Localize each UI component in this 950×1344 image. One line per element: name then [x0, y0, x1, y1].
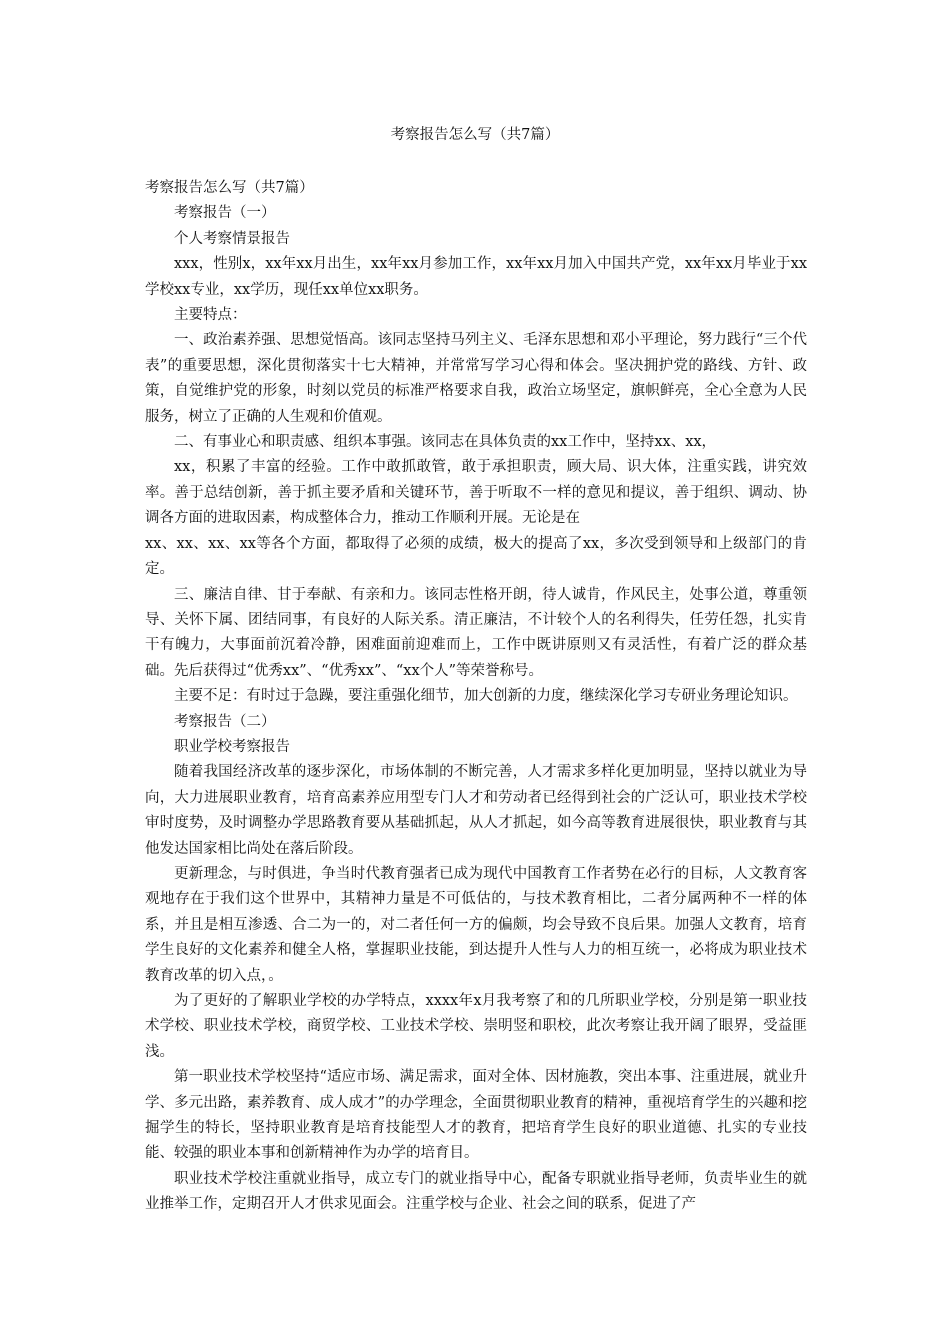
- paragraph: 随着我国经济改革的逐步深化，市场体制的不断完善，人才需求多样化更加明显，坚持以就业为导向，大力进展职业教育，培育高素养应用型专门人才和劳动者已经得到社会的广泛认可，职业技术学校审时度势，及时调整办学思路教育要从基础抓起，从人才抓起，如今高等教育进展很快，职业教育与其他发达国家相比尚处在落后阶段。: [145, 764, 807, 857]
- paragraph: 三、廉洁自律、甘于奉献、有亲和力。该同志性格开朗，待人诚肯，作风民主，处事公道，尊重领导、关怀下属、团结同事，有良好的人际关系。清正廉洁，不计较个人的名利得失，任劳任怨，扎实肯干有魄力，大事面前沉着冷静，困难面前迎难而上，工作中既讲原则又有灵活性，有着广泛的群众基础。先后获得过“优秀xx”、“优秀xx”、“xx个人”等荣誉称号。: [145, 586, 807, 679]
- paragraph: 主要不足：有时过于急躁，要注重强化细节，加大创新的力度，继续深化学习专研业务理论知识。: [174, 688, 798, 705]
- paragraph: 考察报告（一）: [174, 205, 276, 222]
- paragraph: 更新理念，与时俱进，争当时代教育强者已成为现代中国教育工作者势在必行的目标，人文教育客观地存在于我们这个世界中，其精神力量是不可低估的，与技术教育相比，二者分属两种不一样的体系，并且是相互渗透、合二为一的，对二者任何一方的偏颇，均会导致不良后果。加强人文教育，培育学生良好的文化素养和健全人格，掌握职业技能，到达提升人性与人力的相互统一，必将成为职业技术教育改革的切入点，。: [145, 865, 807, 984]
- paragraph: 主要特点：: [174, 307, 247, 324]
- paragraph: 个人考察情景报告: [174, 230, 290, 247]
- paragraph: 一、政治素养强、思想觉悟高。该同志坚持马列主义、毛泽东思想和邓小平理论，努力践行“三个代表”的重要思想，深化贯彻落实十七大精神，并常常写学习心得和体会。坚决拥护党的路线、方针、政策，自觉维护党的形象，时刻以党员的标准严格要求自我，政治立场坚定，旗帜鲜亮，全心全意为人民服务，树立了正确的人生观和价值观。: [145, 332, 807, 425]
- document-body: [145, 176, 807, 1218]
- paragraph: 职业技术学校注重就业指导，成立专门的就业指导中心，配备专职就业指导老师，负责毕业生的就业推举工作，定期召开人才供求见面会。注重学校与企业、社会之间的联系，促进了产: [145, 1170, 807, 1213]
- paragraph: xx，积累了丰富的经验。工作中敢抓敢管，敢于承担职责，顾大局、识大体，注重实践，讲究效率。善于总结创新，善于抓主要矛盾和关键环节，善于听取不一样的意见和提议，善于组织、调动、协调各方面的进取因素，构成整体合力，推动工作顺利开展。无论是在: [145, 459, 807, 527]
- paragraph: 考察报告怎么写（共7篇）: [145, 180, 314, 196]
- paragraph: 考察报告（二）: [174, 713, 276, 730]
- paragraph: 为了更好的了解职业学校的办学特点，xxxx年x月我考察了和的几所职业学校，分别是第一职业技术学校、职业技术学校，商贸学校、工业技术学校、崇明竖和职校，此次考察让我开阔了眼界，受益匪浅。: [145, 993, 807, 1060]
- paragraph: 二、有事业心和职责感、组织本事强。该同志在具体负责的xx工作中，坚持xx、xx，: [174, 434, 717, 451]
- document-title: 考察报告怎么写（共7篇）: [390, 127, 560, 143]
- paragraph: xx、xx、xx、xx等各个方面，都取得了必须的成绩，极大的提高了xx，多次受到领导和上级部门的肯定。: [145, 535, 807, 578]
- paragraph: 职业学校考察报告: [174, 738, 290, 755]
- paragraph: xxx，性别x，xx年xx月出生，xx年xx月参加工作，xx年xx月加入中国共产党，xx年xx月毕业于xx学校xx专业，xx学历，现任xx单位xx职务。: [145, 256, 807, 298]
- paragraph: 第一职业技术学校坚持“适应市场、满足需求，面对全体、因材施教，突出本事、注重进展，就业升学、多元出路，素养教育、成人成才”的办学理念，全面贯彻职业教育的精神，重视培育学生的兴趣和挖掘学生的特长，坚持职业教育是培育技能型人才的教育，把培育学生良好的职业道德、扎实的专业技能、较强的职业本事和创新精神作为办学的培育目。: [145, 1069, 807, 1162]
